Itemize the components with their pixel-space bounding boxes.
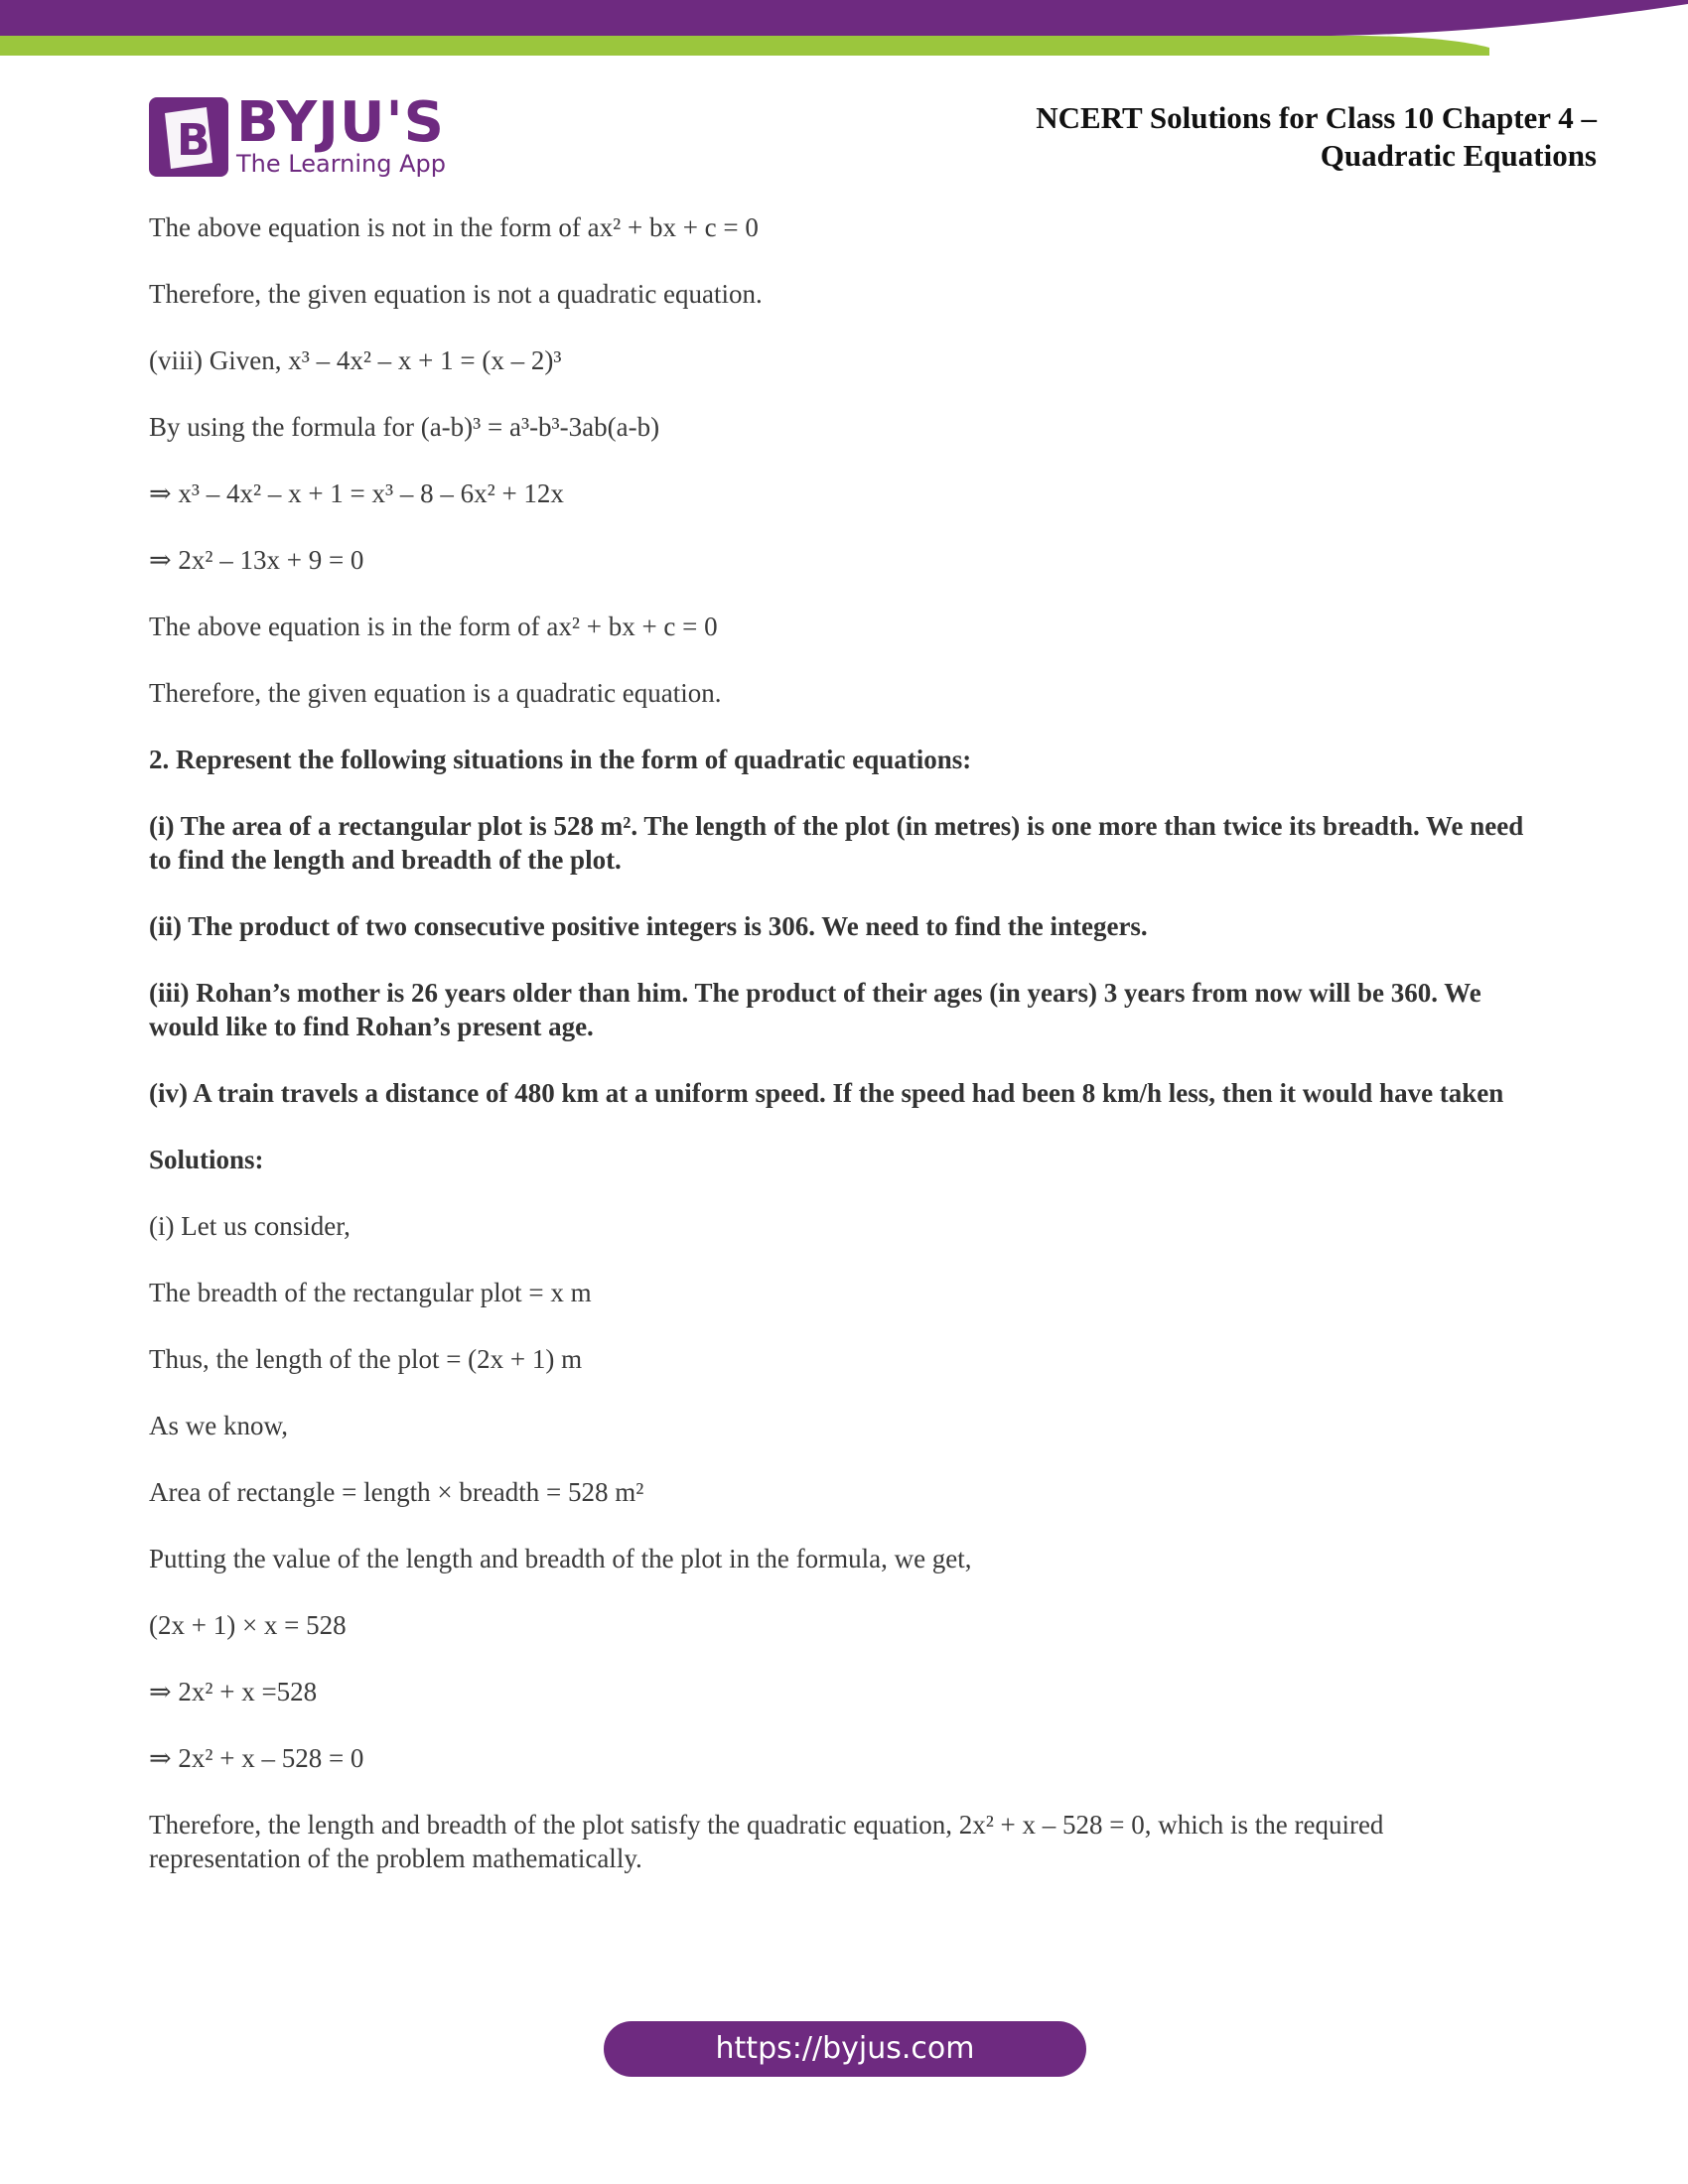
body-paragraph: (viii) Given, x³ – 4x² – x + 1 = (x – 2)³ bbox=[149, 345, 562, 375]
document-body bbox=[149, 210, 1539, 1908]
body-paragraph: As we know, bbox=[149, 1411, 288, 1440]
logo-tagline: The Learning App bbox=[236, 150, 446, 178]
body-paragraph: Therefore, the given equation is a quadratic equation. bbox=[149, 678, 722, 708]
svg-text:B: B bbox=[177, 115, 211, 166]
body-paragraph: The above equation is not in the form of ax² + bx + c = 0 bbox=[149, 212, 759, 242]
body-paragraph: ⇒ x³ – 4x² – x + 1 = x³ – 8 – 6x² + 12x bbox=[149, 478, 564, 508]
body-paragraph: Therefore, the length and breadth of the plot satisfy the quadratic equation, 2x² + x – 528 = 0, which is the required representation of the problem mathematically. bbox=[149, 1810, 1384, 1873]
question-paragraph: (iv) A train travels a distance of 480 km at a uniform speed. If the speed had been 8 km/h less, then it would have taken bbox=[149, 1078, 1504, 1108]
question-paragraph: (i) The area of a rectangular plot is 528 m². The length of the plot (in metres) is one more than twice its breadth. We need to find the length and breadth of the plot. bbox=[149, 811, 1524, 875]
question-paragraph: (iii) Rohan’s mother is 26 years older than him. The product of their ages (in years) 3 years from now will be 360. We would like to find Rohan’s present age. bbox=[149, 978, 1481, 1041]
body-paragraph: The above equation is in the form of ax² + bx + c = 0 bbox=[149, 612, 718, 641]
footer-url-link[interactable]: https://byjus.com bbox=[604, 2021, 1086, 2077]
body-paragraph: Thus, the length of the plot = (2x + 1) m bbox=[149, 1344, 583, 1374]
document-title-line1: NCERT Solutions for Class 10 Chapter 4 – bbox=[1036, 100, 1597, 135]
body-paragraph: (i) Let us consider, bbox=[149, 1211, 351, 1241]
header-band bbox=[0, 0, 1688, 60]
document-title bbox=[1036, 99, 1597, 175]
body-paragraph: Putting the value of the length and breadth of the plot in the formula, we get, bbox=[149, 1544, 972, 1573]
question-paragraph: 2. Represent the following situations in the form of quadratic equations: bbox=[149, 745, 972, 774]
document-title-line2: Quadratic Equations bbox=[1320, 138, 1597, 173]
body-paragraph: (2x + 1) × x = 528 bbox=[149, 1610, 347, 1640]
byjus-logo bbox=[149, 90, 447, 181]
question-paragraph: Solutions: bbox=[149, 1145, 264, 1174]
body-paragraph: Area of rectangle = length × breadth = 528 m² bbox=[149, 1477, 644, 1507]
body-paragraph: ⇒ 2x² + x – 528 = 0 bbox=[149, 1743, 364, 1773]
body-paragraph: The breadth of the rectangular plot = x m bbox=[149, 1278, 592, 1307]
body-paragraph: ⇒ 2x² + x =528 bbox=[149, 1677, 318, 1706]
body-paragraph: By using the formula for (a-b)³ = a³-b³-3ab(a-b) bbox=[149, 412, 660, 442]
body-paragraph: ⇒ 2x² – 13x + 9 = 0 bbox=[149, 545, 364, 575]
question-paragraph: (ii) The product of two consecutive positive integers is 306. We need to find the integers. bbox=[149, 911, 1148, 941]
logo-name: BYJU'S bbox=[236, 90, 445, 155]
byjus-logo-icon bbox=[149, 97, 228, 177]
body-paragraph: Therefore, the given equation is not a quadratic equation. bbox=[149, 279, 763, 309]
